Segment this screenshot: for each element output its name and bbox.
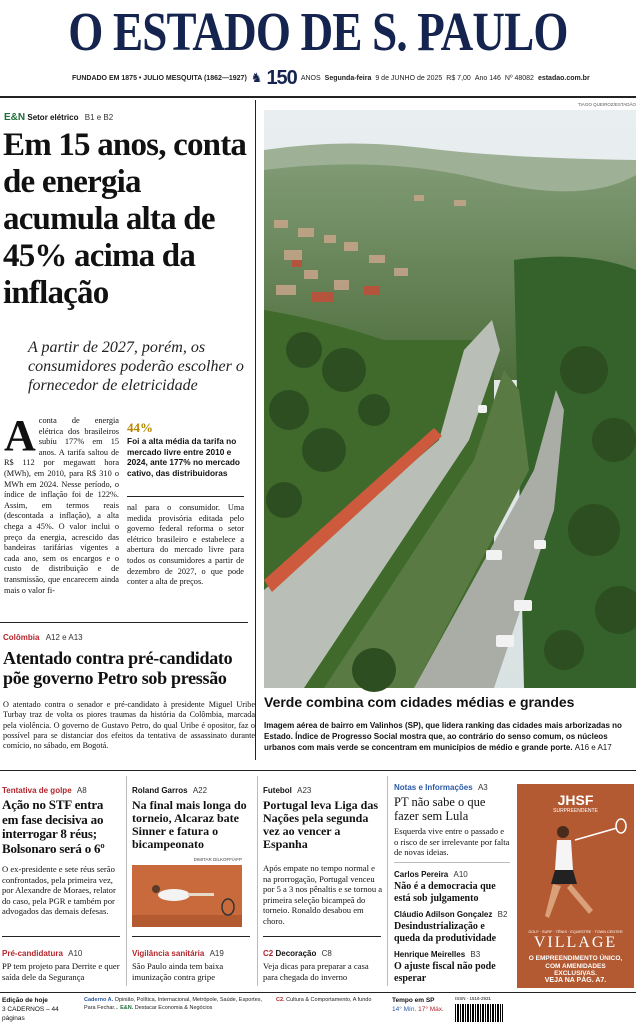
col3-kicker xyxy=(263,786,381,796)
issn: ISSN - 1516-2931 xyxy=(455,996,492,1001)
notes-kicker xyxy=(394,783,514,793)
lead-stat-box xyxy=(127,420,244,492)
website[interactable]: estadao.com.br xyxy=(537,74,590,82)
vrule-3 xyxy=(387,776,388,986)
notes-kicker-text: Notas e Informações xyxy=(394,783,473,792)
col3-item-2[interactable]: Veja dicas para preparar a casa para chegada do inverno xyxy=(263,961,369,982)
col1-pages-2: A10 xyxy=(68,949,83,958)
vrule-1 xyxy=(126,776,127,986)
footer-c2-text: Cultura & Comportamento, A fundo xyxy=(286,997,372,1003)
col1-kicker-text: Tentativa de golpe xyxy=(2,786,72,795)
lead-deck: A partir de 2027, porém, os consumidores poderão escolher o fornecedor de eletricidade xyxy=(28,339,244,394)
notes-kicker-3 xyxy=(394,910,510,920)
lead-kicker-text: Setor elétrico xyxy=(27,113,79,122)
lead-body-2: nal para o consumidor. Uma medida provisória editada pelo governo federal reforma o setor elétrico brasileiro e estabelece a abertura do mercado livre para todos os consumidores a partir de dezembro de 2027, o que pode conter a alta de preços. xyxy=(127,503,244,587)
ad-tags: GOLF · SURF · TÊNIS · EQUESTRE · TOWN CENTER xyxy=(528,930,623,934)
notes-headline-1[interactable]: PT não sabe o que fazer sem Lula xyxy=(394,795,486,823)
footer-sections xyxy=(84,996,264,1022)
notes-headline-3[interactable]: Desindustrialização e queda da produtividade xyxy=(394,921,497,944)
notes-kicker-2 xyxy=(394,870,510,880)
section-tag: E&N xyxy=(4,112,26,123)
notes-rule-1 xyxy=(394,862,510,863)
footer-en-text: Destacar Economia & Negócios xyxy=(134,1005,213,1011)
logo-horse-icon: ♞ xyxy=(250,70,263,85)
footer-cad-a: Caderno A. xyxy=(84,997,114,1003)
col2-pages: A22 xyxy=(192,786,208,795)
notes-pages-2: A10 xyxy=(453,870,468,879)
notes-kicker-4 xyxy=(394,950,510,960)
price: R$ 7,00 xyxy=(446,74,471,82)
lead-pages: B1 e B2 xyxy=(84,113,114,122)
ad-name: VILLAGE xyxy=(533,934,618,951)
notes-pages: A3 xyxy=(477,783,488,792)
lead-kicker xyxy=(4,112,244,124)
col2-photo-credit: DIMITAR DILKOFF/AFP xyxy=(193,857,242,862)
vrule-2 xyxy=(257,776,258,986)
photo-pages: A16 e A17 xyxy=(574,743,612,752)
weather-max: 17° Máx. xyxy=(418,1006,444,1013)
ad-brand: JHSF xyxy=(557,792,594,808)
anniversary-number: 150 xyxy=(266,66,297,89)
footer-edition-label: Edição de hoje xyxy=(2,997,48,1004)
jhsf-ad[interactable] xyxy=(517,784,634,988)
col3-pages-2: C8 xyxy=(321,949,332,958)
barcode xyxy=(455,1004,503,1022)
dateline xyxy=(72,66,590,89)
notes-headline-2[interactable]: Não é a democracia que está sob julgamento xyxy=(394,881,496,904)
col3-pages: A23 xyxy=(297,786,312,795)
colombia-pages: A12 e A13 xyxy=(45,633,83,642)
notes-text-1: Esquerda vive entre o passado e o risco de ser irrelevante por falta de novas ideias. xyxy=(394,826,510,857)
col2-kicker-text: Roland Garros xyxy=(132,786,188,795)
colombia-body: O atentado contra o senador e pré-candidato à presidente Miguel Uribe Turbay traz de volta os piores traumas da história da Colômbia, marcada pela violência. O governo de Gustavo Petro, do qual Uribe é opositor, faz o possível para se distanciar dos efeitos da tentativa de assassinato durante comício, no sábado, em Bogotá. xyxy=(3,700,255,751)
weekday: Segunda-feira xyxy=(324,74,372,82)
colombia-kicker xyxy=(3,633,243,644)
footer-books: 3 CADERNOS – 44 páginas xyxy=(2,1006,59,1022)
col3-rule xyxy=(263,936,381,937)
col1-rule xyxy=(2,936,120,937)
masthead-rule xyxy=(0,96,636,98)
colombia-kicker-text: Colômbia xyxy=(3,633,40,642)
col1-body: O ex-presidente e sete réus serão confrontados, pela primeira vez, por Alexandre de Moraes, relator do caso, pela PGR e também por advogados das demais defesas. xyxy=(2,864,116,916)
notes-author-3: Cláudio Adilson Gonçalez xyxy=(394,910,493,919)
lead-stat-number: 44% xyxy=(127,420,153,435)
footer-rule xyxy=(0,992,636,993)
col2-item-2[interactable]: São Paulo ainda tem baixa imunização contra gripe xyxy=(132,961,224,982)
lead-bottom-rule xyxy=(0,622,248,623)
col3-kicker-2-text: Decoração xyxy=(275,949,317,958)
col1-kicker-2-text: Pré-candidatura xyxy=(2,949,63,958)
vertical-rule-main xyxy=(255,100,256,760)
ad-tennis-player xyxy=(527,820,627,930)
lead-stat-text: Foi a alta média da tarifa no mercado livre entre 2010 e 2024, ante 177% no mercado cativo, das distribuidoras xyxy=(127,436,240,478)
founding-text: FUNDADO EM 1875 • JULIO MESQUITA (1862—1927) xyxy=(72,74,247,82)
col2-kicker xyxy=(132,786,250,796)
weather-min: 14° Mín. xyxy=(392,1006,417,1013)
footer-weather xyxy=(392,996,462,1022)
col2-kicker-2 xyxy=(132,949,250,959)
col1-pages: A8 xyxy=(76,786,87,795)
col3-body: Após empate no tempo normal e na prorrogação, Portugal venceu por 5 a 3 nos pênaltis e se tornou a primeira seleção bicampeã do torneio. Ronaldo desabou em choro. xyxy=(263,863,383,926)
photo-title[interactable]: Verde combina com cidades médias e grandes xyxy=(264,694,575,710)
col1-kicker-2 xyxy=(2,949,120,959)
notes-author-2: Carlos Pereira xyxy=(394,870,449,879)
footer-c2-label: C2. xyxy=(276,997,285,1003)
col3-kicker-text: Futebol xyxy=(263,786,292,795)
ad-cta: VEJA NA PÁG. A7. xyxy=(544,977,607,984)
year: Ano 146 xyxy=(474,74,501,82)
lead-body-1 xyxy=(4,411,119,604)
weather-label: Tempo em SP xyxy=(392,997,435,1004)
footer-cad-a-text: Opinião, Política, Internacional, Metrópole, Saúde, Esportes, Para Fechar... xyxy=(84,997,263,1011)
lead-headline[interactable]: Em 15 anos, conta de energia acumula alta de 45% acima da inflação xyxy=(3,127,247,311)
photo-credit: TIAGO QUEIROZ/ESTADÃO xyxy=(577,102,636,107)
lead-body-1-text: conta de energia elétrica dos brasileiros subiu 177% em 15 anos. A tarifa saltou de R$ 112 por megawatt hora (MWh), em 2010, para R$ 310 o MWh em 2024. Nesse período, o índice de inflação foi de 122%. Assim, em termos reais (descontada a inflação), a alta chega a 45%. O valor inclui o preço da energia, acrescido das bandeiras tarifárias vigentes a cada ano, sem os encargos e o custo de distribuição e de transmissão, que encarecem ainda mais o valor fi- xyxy=(4,416,119,595)
ad-sub: SURPREENDENTE xyxy=(553,808,598,814)
col2-kicker-2-text: Vigilância sanitária xyxy=(132,949,205,958)
col3-headline[interactable]: Portugal leva Liga das Nações pela segunda vez ao vencer a Espanha xyxy=(263,798,379,851)
notes-pages-3: B2 xyxy=(497,910,508,919)
masthead-title: O ESTADO DE S. PAULO xyxy=(68,1,568,62)
issue-number: Nº 48082 xyxy=(504,74,534,82)
ad-line: O EMPREENDIMENTO ÚNICO, COM AMENIDADES EXCLUSIVAS. xyxy=(528,955,623,977)
col2-rule xyxy=(132,936,250,937)
stat-rule xyxy=(127,496,244,497)
watermark: VerCapas.com.br xyxy=(541,1004,634,1018)
footer-edition xyxy=(2,996,82,1022)
bottom-section-rule xyxy=(0,770,636,771)
col3-section: C2 xyxy=(263,949,274,958)
aerial-photo xyxy=(264,110,636,688)
photo-caption xyxy=(264,720,634,756)
footer-c2 xyxy=(276,996,376,1022)
notes-pages-4: B3 xyxy=(470,950,481,959)
issue-date: 9 de JUNHO de 2025 xyxy=(375,74,443,82)
drop-cap: A xyxy=(4,411,36,460)
notes-author-4: Henrique Meirelles xyxy=(394,950,466,959)
notes-headline-4[interactable]: O ajuste fiscal não pode esperar xyxy=(394,961,496,984)
col3-kicker-2 xyxy=(263,949,381,959)
anniversary-label: ANOS xyxy=(300,74,321,82)
col2-headline[interactable]: Na final mais longa do torneio, Alcaraz bate Sinner e fatura o bicampeonato xyxy=(132,798,247,851)
colombia-headline[interactable]: Atentado contra pré-candidato põe governo Petro sob pressão xyxy=(3,648,233,688)
col1-item-2[interactable]: PP tem projeto para Derrite e quer saída dele da Segurança xyxy=(2,961,120,982)
footer-en: E&N. xyxy=(120,1005,134,1011)
col1-kicker xyxy=(2,786,120,796)
photo-caption-text: Imagem aérea de bairro em Valinhos (SP), que lidera ranking das cidades mais arborizadas no Estado. Índice de Progresso Social mostra que, ao contrário do senso comum, os núcleos urbanos com mais verde se concentram em municípios de médio e grande porte. xyxy=(264,721,622,752)
col1-headline[interactable]: Ação no STF entra em fase decisiva ao interrogar 8 réus; Bolsonaro será o 6º xyxy=(2,797,105,856)
tennis-photo xyxy=(132,865,242,927)
col2-pages-2: A19 xyxy=(209,949,224,958)
